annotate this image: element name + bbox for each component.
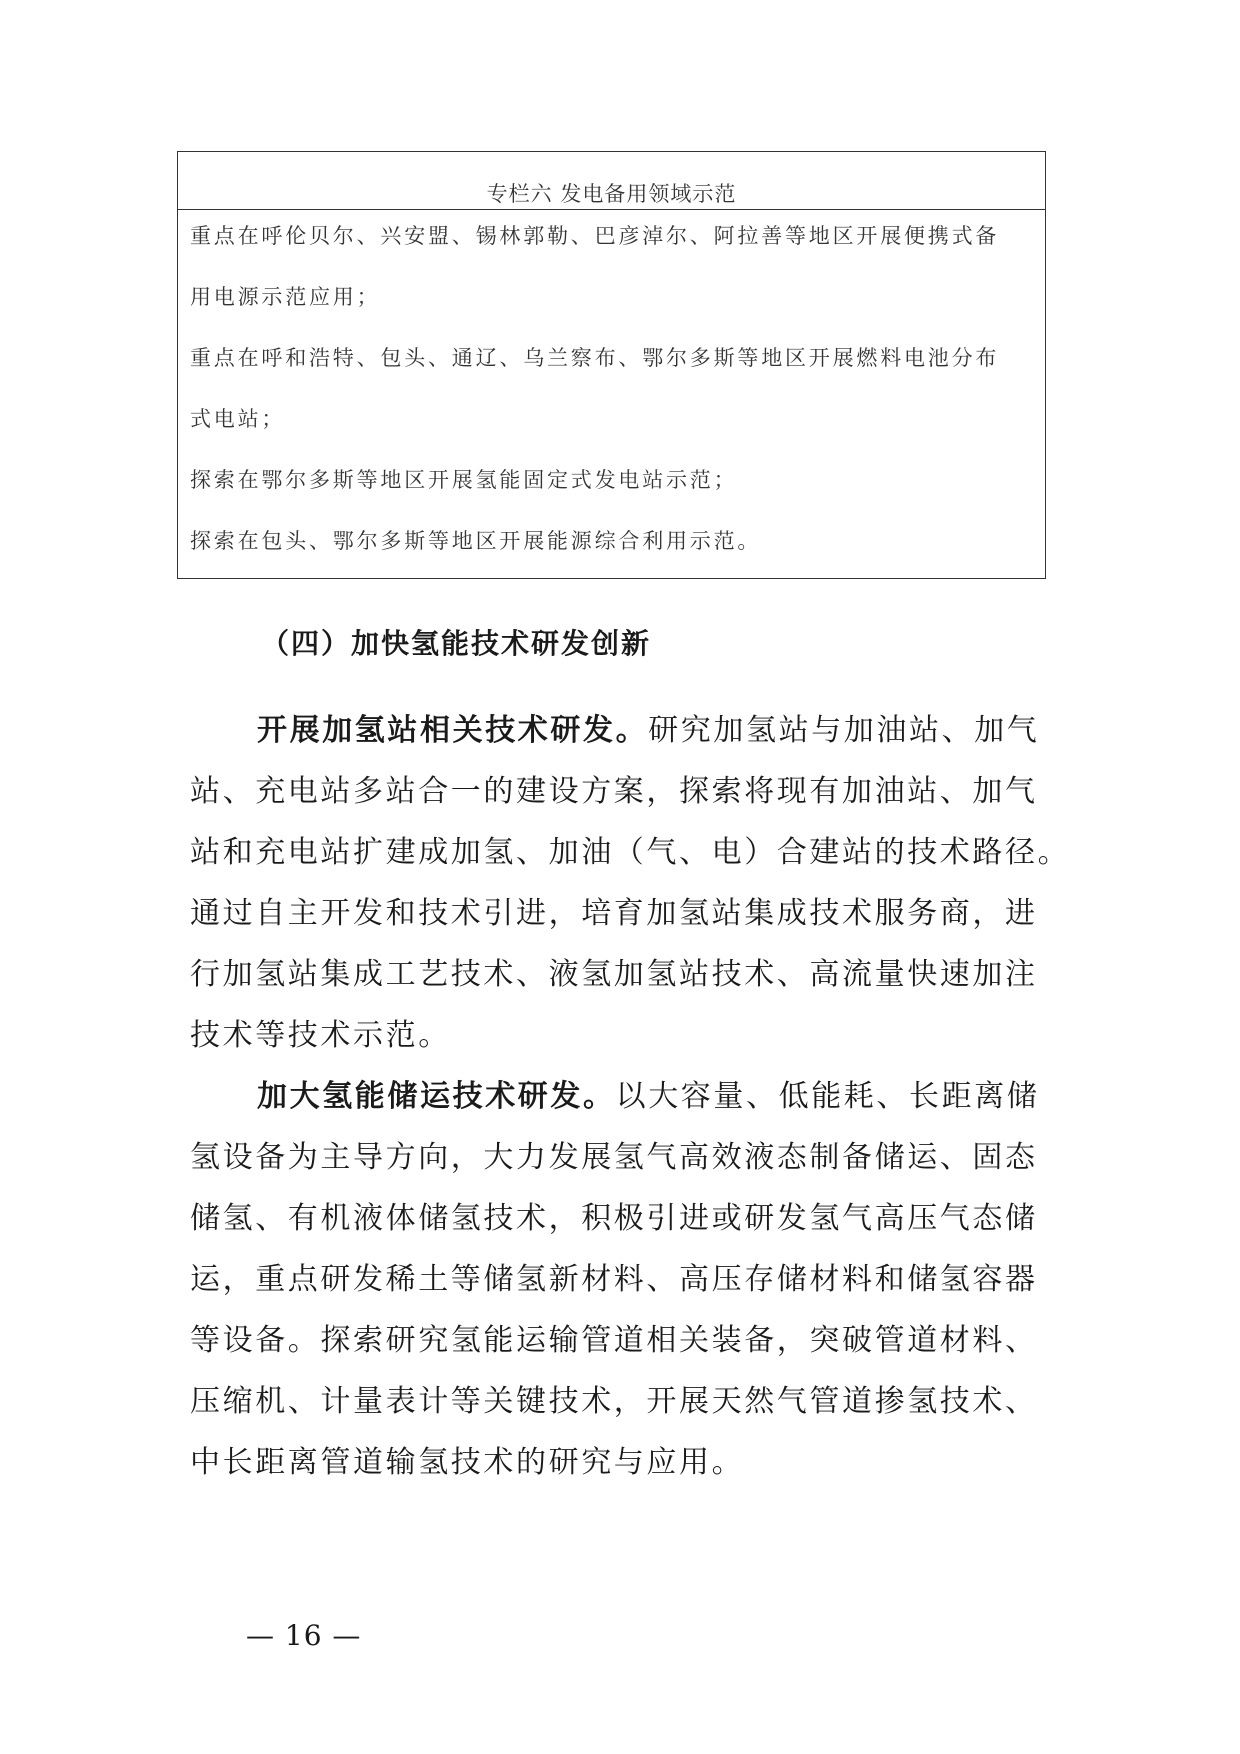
paragraph-line: 技术等技术示范。 <box>190 1018 451 1053</box>
paragraph-line: 运，重点研发稀土等储氢新材料、高压存储材料和储氢容器 <box>190 1262 1038 1297</box>
box-line: 探索在鄂尔多斯等地区开展氢能固定式发电站示范； <box>190 468 738 492</box>
paragraph-text: 以大容量、低能耗、长距离储 <box>615 1079 1040 1114</box>
box-line: 探索在包头、鄂尔多斯等地区开展能源综合利用示范。 <box>190 529 762 553</box>
paragraph-hydrogen-station <box>190 700 1071 1066</box>
paragraph-line: 压缩机、计量表计等关键技术，开展天然气管道掺氢技术、 <box>190 1384 1038 1419</box>
paragraph-line: 等设备。探索研究氢能运输管道相关装备，突破管道材料、 <box>190 1323 1038 1358</box>
paragraph-first-line <box>190 700 1060 761</box>
box-line: 重点在呼伦贝尔、兴安盟、锡林郭勒、巴彦淖尔、阿拉善等地区开展便携式备 <box>190 224 1000 248</box>
box-line: 重点在呼和浩特、包头、通辽、乌兰察布、鄂尔多斯等地区开展燃料电池分布 <box>190 346 1000 370</box>
paragraph-line: 氢设备为主导方向，大力发展氢气高效液态制备储运、固态 <box>190 1140 1038 1175</box>
paragraph-lead: 加大氢能储运技术研发。 <box>257 1079 616 1114</box>
demo-column-box <box>177 151 1046 579</box>
paragraph-line: 通过自主开发和技术引进，培育加氢站集成技术服务商，进 <box>190 896 1038 931</box>
paragraph-line: 中长距离管道输氢技术的研究与应用。 <box>190 1445 745 1480</box>
paragraph-text: 研究加氢站与加油站、加气 <box>648 713 1040 748</box>
box-line: 用电源示范应用； <box>190 285 381 309</box>
paragraph-line: 储氢、有机液体储氢技术，积极引进或研发氢气高压气态储 <box>190 1201 1038 1236</box>
section-heading: （四）加快氢能技术研发创新 <box>261 627 652 660</box>
box-line: 式电站； <box>190 407 286 431</box>
box-title: 专栏六 发电备用领域示范 <box>178 152 1045 210</box>
page-number: — 16 — <box>246 1619 362 1652</box>
paragraph-line: 站、充电站多站合一的建设方案，探索将现有加油站、加气 <box>190 774 1038 809</box>
paragraph-line: 行加氢站集成工艺技术、液氢加氢站技术、高流量快速加注 <box>190 957 1038 992</box>
paragraph-first-line <box>190 1066 1060 1127</box>
paragraph-lead: 开展加氢站相关技术研发。 <box>257 713 649 748</box>
paragraph-storage-transport <box>190 1066 1060 1493</box>
paragraph-line: 站和充电站扩建成加氢、加油（气、电）合建站的技术路径。 <box>190 835 1071 870</box>
